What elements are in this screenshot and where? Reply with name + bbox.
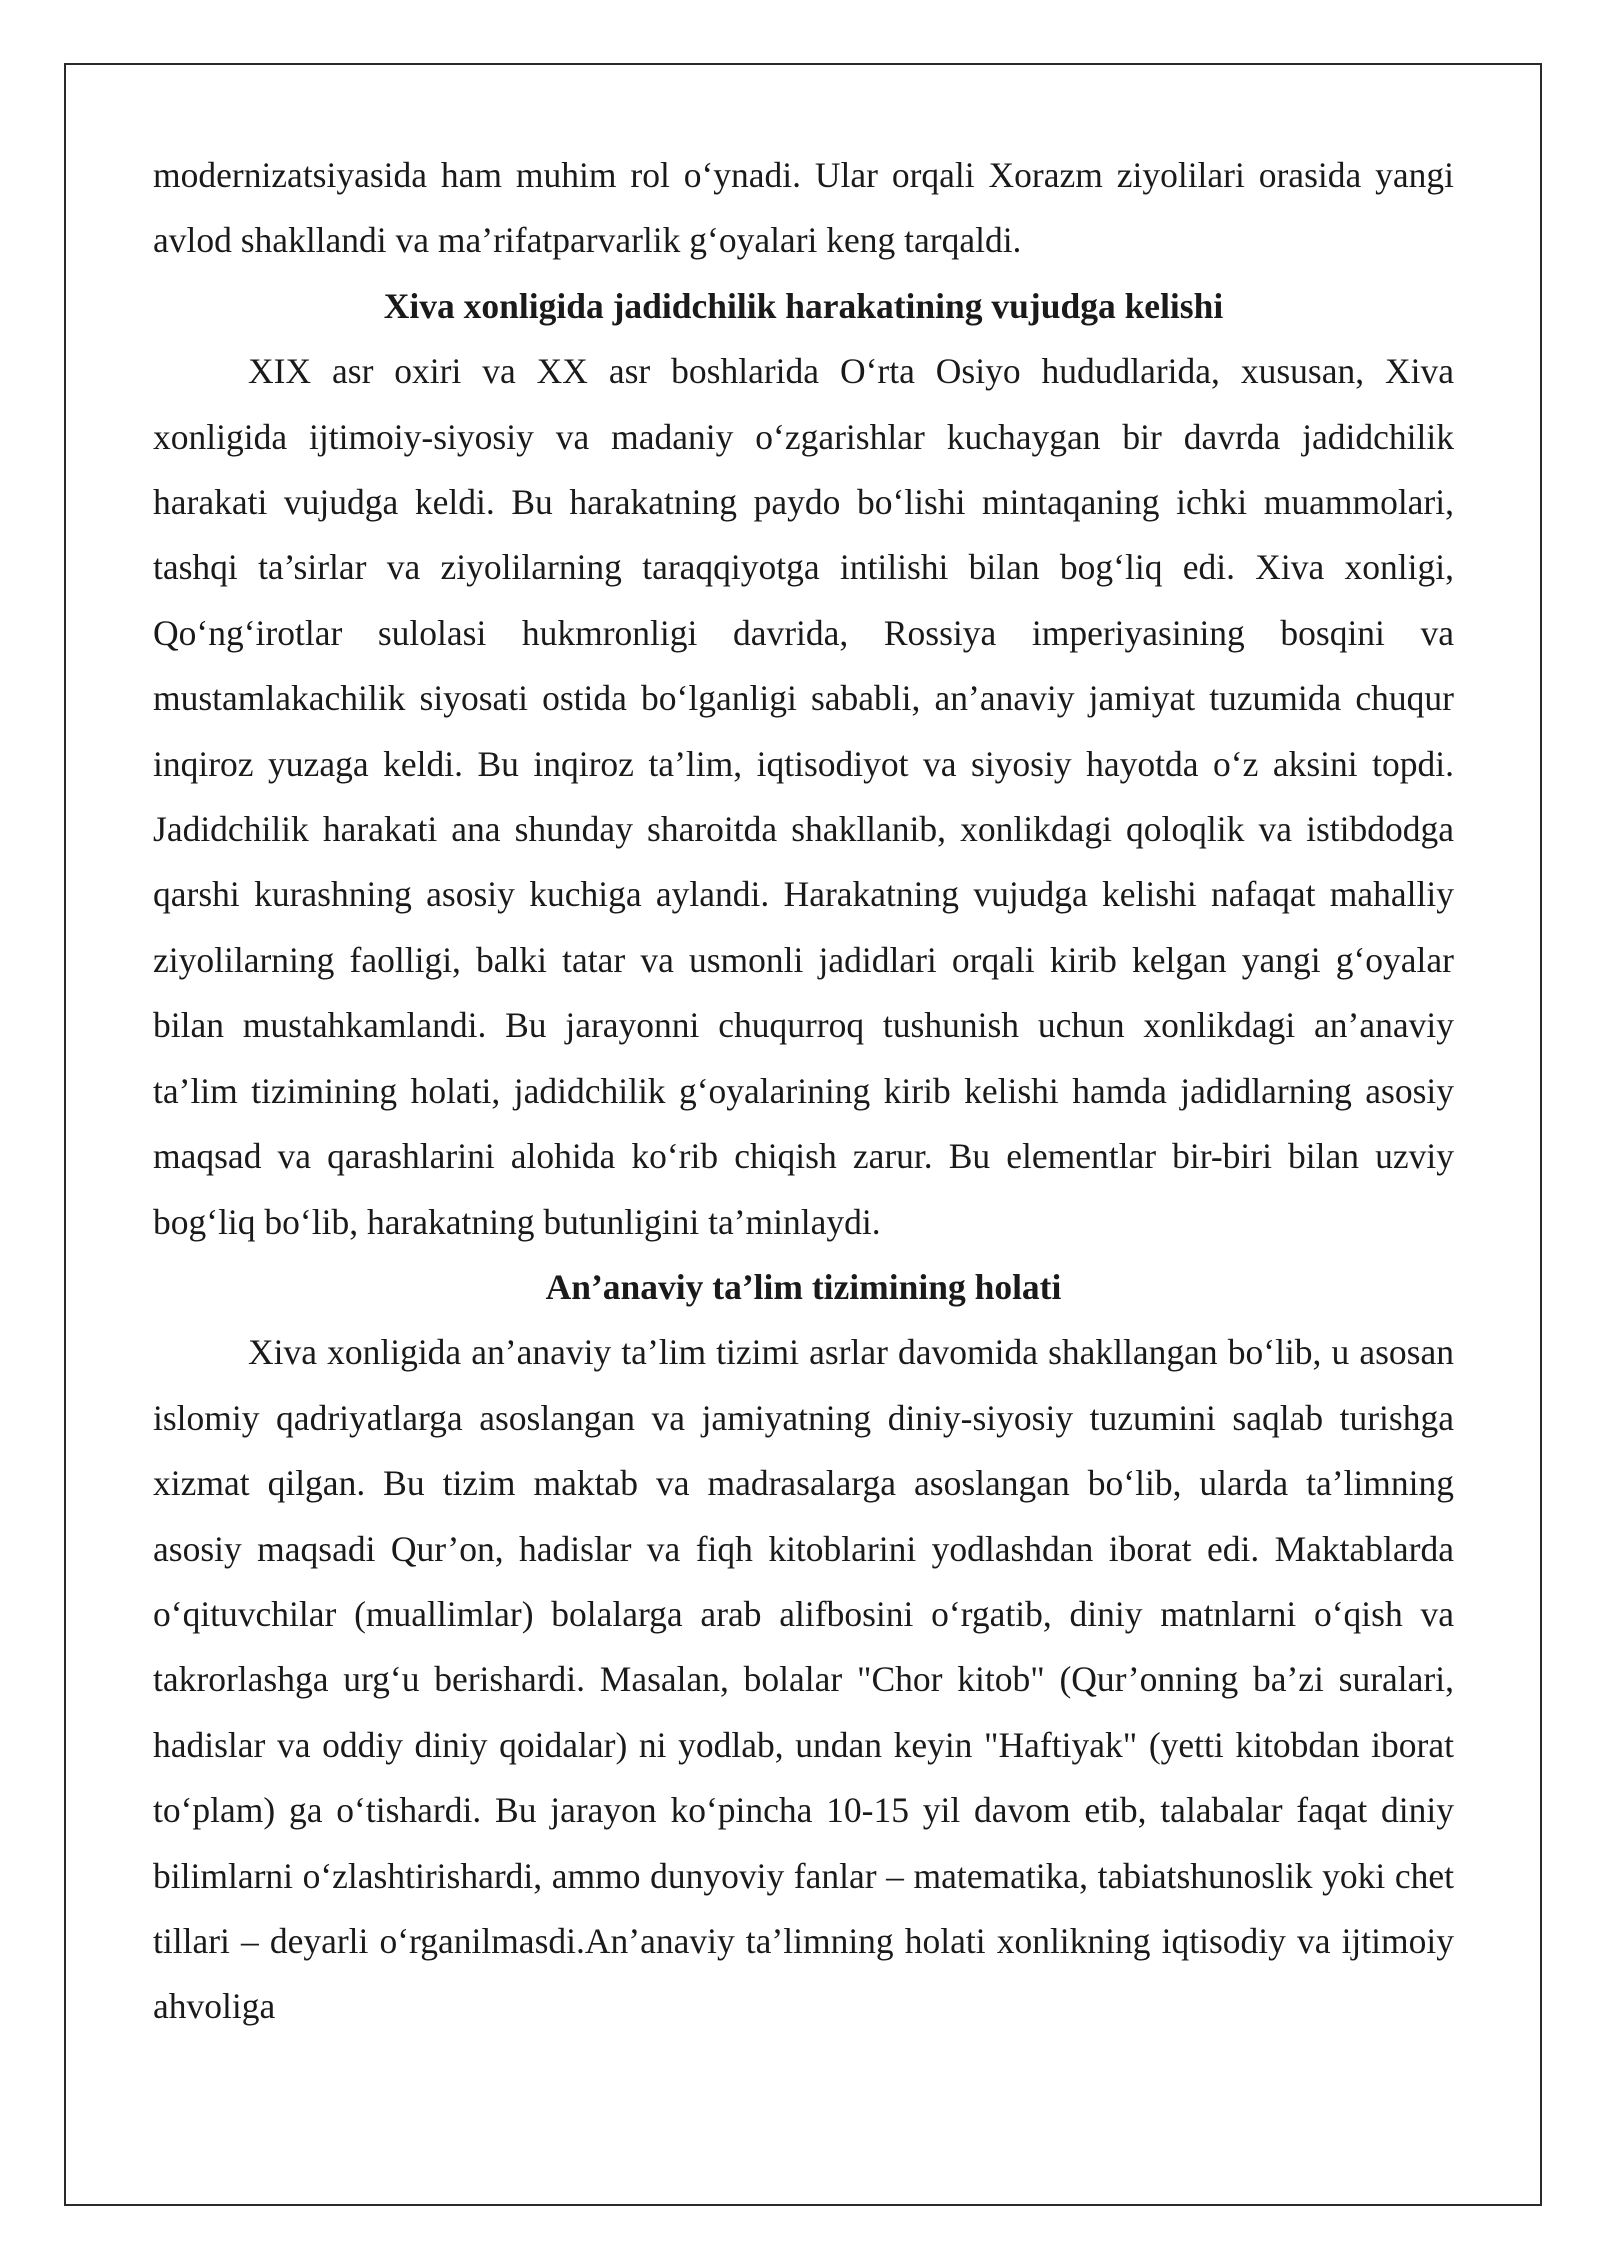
section-heading-jadidchilik: Xiva xonligida jadidchilik harakatining vujudga kelishi [383, 285, 1224, 326]
section-heading-talim: An’anaviy ta’lim tizimining holati [545, 1266, 1062, 1307]
paragraph-continuation: modernizatsiyasida ham muhim rol o‘ynadi. Ular orqali Xorazm ziyolilari orasida yangi avlod shakllandi va ma’rifatparvarlik g‘oyalari keng tarqaldi. [153, 155, 1454, 261]
paragraph-jadidchilik: XIX asr oxiri va XX asr boshlarida O‘rta Osiyo hududlarida, xususan, Xiva xonligida ijtimoiy-siyosiy va madaniy o‘zgarishlar kuchaygan bir davrda jadidchilik harakati vujudga keldi. Bu harakatning paydo bo‘lishi mintaqaning ichki muammolari, tashqi ta’sirlar va ziyolilarning taraqqiyotga intilishi bilan bog‘liq edi. Xiva xonligi, Qo‘ng‘irotlar sulolasi hukmronligi davrida, Rossiya imperiyasining bosqini va mustamlakachilik siyosati ostida bo‘lganligi sababli, an’anaviy jamiyat tuzumida chuqur inqiroz yuzaga keldi. Bu inqiroz ta’lim, iqtisodiyot va siyosiy hayotda o‘z aksini topdi. Jadidchilik harakati ana shunday sharoitda shakllanib, xonlikdagi qoloqlik va istibdodga qarshi kurashning asosiy kuchiga aylandi. Harakatning vujudga kelishi nafaqat mahalliy ziyolilarning faolligi, balki tatar va usmonli jadidlari orqali kirib kelgan yangi g‘oyalar bilan mustahkamlandi. Bu jarayonni chuqurroq tushunish uchun xonlikdagi an’anaviy ta’lim tizimining holati, jadidchilik g‘oyalarining kirib kelishi hamda jadidlarning asosiy maqsad va qarashlarini alohida ko‘rib chiqish zarur. Bu elementlar bir-biri bilan uzviy bog‘liq bo‘lib, harakatning butunligini ta’minlaydi. [153, 351, 1454, 1242]
document-body [153, 143, 1454, 2040]
paragraph-talim: Xiva xonligida an’anaviy ta’lim tizimi asrlar davomida shakllangan bo‘lib, u asosan islomiy qadriyatlarga asoslangan va jamiyatning diniy-siyosiy tuzumini saqlab turishga xizmat qilgan. Bu tizim maktab va madrasalarga asoslangan bo‘lib, ularda ta’limning asosiy maqsadi Qur’on, hadislar va fiqh kitoblarini yodlashdan iborat edi. Maktablarda o‘qituvchilar (muallimlar) bolalarga arab alifbosini o‘rgatib, diniy matnlarni o‘qish va takrorlashga urg‘u berishardi. Masalan, bolalar "Chor kitob" (Qur’onning ba’zi suralari, hadislar va oddiy diniy qoidalar) ni yodlab, undan keyin "Haftiyak" (yetti kitobdan iborat to‘plam) ga o‘tishardi. Bu jarayon ko‘pincha 10-15 yil davom etib, talabalar faqat diniy bilimlarni o‘zlashtirishardi, ammo dunyoviy fanlar – matematika, tabiatshunoslik yoki chet tillari – deyarli o‘rganilmasdi.An’anaviy ta’limning holati xonlikning iqtisodiy va ijtimoiy ahvoliga [153, 1332, 1454, 2027]
